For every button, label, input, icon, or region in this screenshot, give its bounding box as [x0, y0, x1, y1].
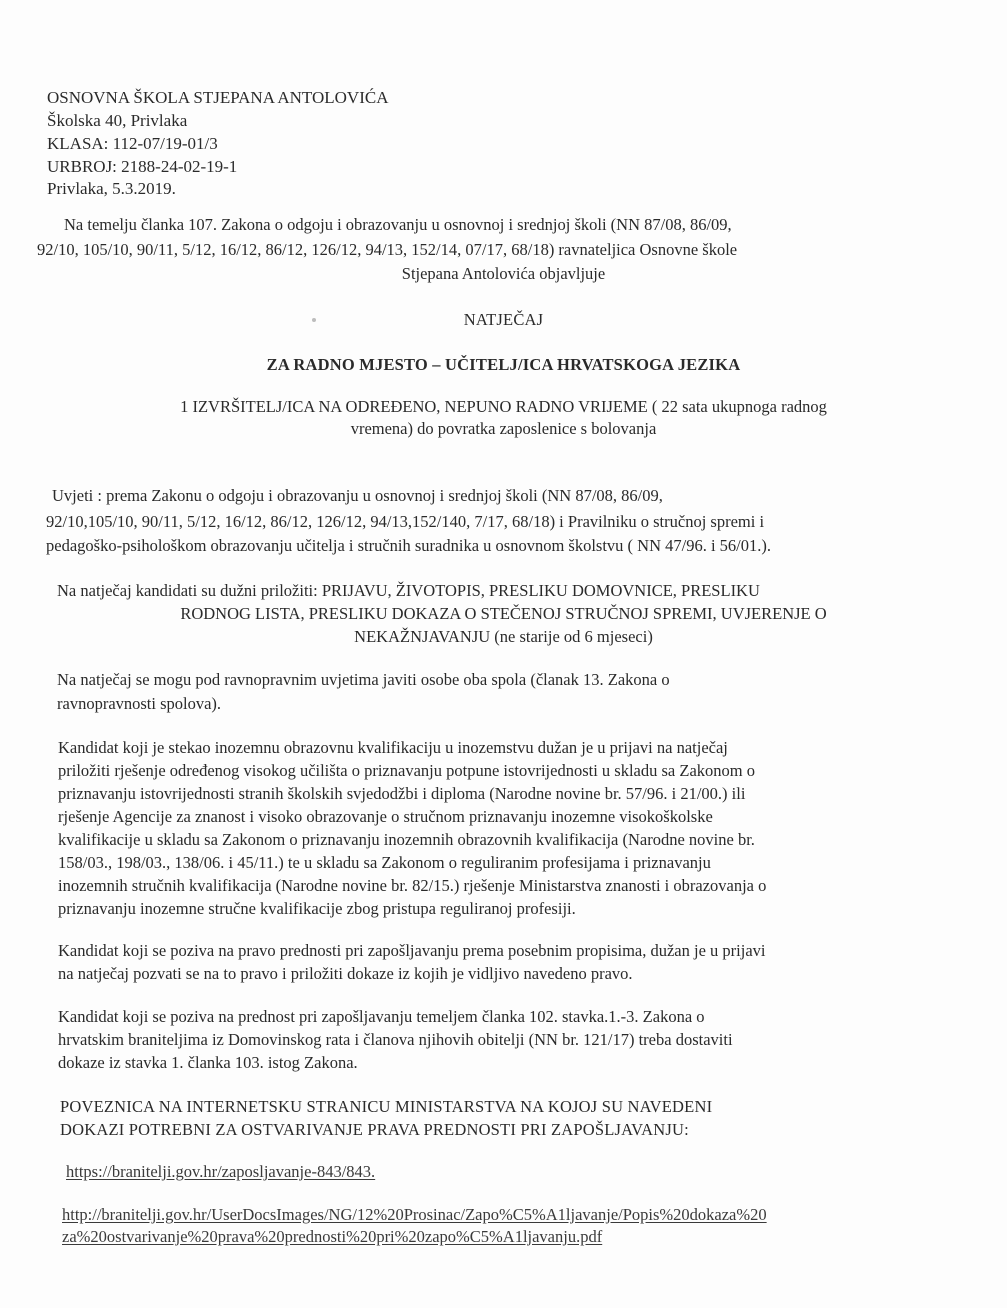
urbroj-number: URBROJ: 2188-24-02-19-1 [47, 157, 238, 176]
documents-line: NEKAŽNJAVANJU (ne starije od 6 mjeseci) [354, 627, 653, 646]
priority-line: Kandidat koji se poziva na pravo prednosti pri zapošljavanju prema posebnim propisima, dužan je u prijavi [58, 941, 766, 960]
veterans-line: Kandidat koji se poziva na prednost pri zapošljavanju temeljem članka 102. stavka.1.-3. Zakona o [58, 1007, 705, 1026]
executor-line: 1 IZVRŠITELJ/ICA NA ODREĐENO, NEPUNO RADNO VRIJEME ( 22 sata ukupnoga radnog [180, 397, 827, 416]
conditions-line: pedagoško-psihološkom obrazovanju učitelja i stručnih suradnika u osnovnom školstvu ( NN 47/96. i 56/01.). [46, 536, 771, 555]
executor-line: vremena) do povratka zaposlenice s bolovanja [350, 419, 657, 438]
school-name: OSNOVNA ŠKOLA STJEPANA ANTOLOVIĆA [47, 88, 389, 107]
foreign-line: Kandidat koji je stekao inozemnu obrazovnu kvalifikaciju u inozemstvu dužan je u prijavi na natječaj [58, 738, 728, 757]
conditions-line: 92/10,105/10, 90/11, 5/12, 16/12, 86/12, 126/12, 94/13,152/140, 7/17, 68/18) i Pravilniku o stručnoj spremi i [46, 512, 765, 531]
foreign-line: 158/03., 198/03., 138/06. i 45/11.) te u skladu sa Zakonom o reguliranim profesijama i priznavanju [58, 853, 711, 872]
ministry-link-2-line[interactable]: za%20ostvarivanje%20prava%20prednosti%20pri%20zapo%C5%A1ljavanju.pdf [62, 1227, 603, 1246]
intro-line: Na temelju članka 107. Zakona o odgoju i obrazovanju u osnovnoj i srednjoj školi (NN 87/08, 86/09, [64, 215, 732, 234]
conditions-line: Uvjeti : prema Zakonu o odgoju i obrazovanju u osnovnoj i srednjoj školi (NN 87/08, 86/09, [52, 486, 663, 505]
priority-line: na natječaj pozvati se na to pravo i priložiti dokaze iz kojih je vidljivo navedeno pravo. [58, 964, 633, 983]
links-heading-line: POVEZNICA NA INTERNETSKU STRANICU MINISTARSTVA NA KOJOJ SU NAVEDENI [60, 1097, 713, 1116]
natjecaj-title: NATJEČAJ [463, 310, 544, 329]
school-address: Školska 40, Privlaka [47, 111, 188, 130]
documents-line: RODNOG LISTA, PRESLIKU DOKAZA O STEČENOJ STRUČNOJ SPREMI, UVJERENJE O [180, 604, 827, 623]
position-title: ZA RADNO MJESTO – UČITELJ/ICA HRVATSKOGA JEZIKA [266, 355, 741, 374]
equality-line: ravnopravnosti spolova). [57, 694, 222, 713]
ministry-link-1[interactable]: https://branitelji.gov.hr/zaposljavanje-843/843. [66, 1162, 376, 1181]
links-heading-line: DOKAZI POTREBNI ZA OSTVARIVANJE PRAVA PREDNOSTI PRI ZAPOŠLJAVANJU: [60, 1120, 689, 1139]
veterans-line: dokaze iz stavka 1. članka 103. istog Zakona. [58, 1053, 358, 1072]
foreign-line: priznavanju inozemne stručne kvalifikacije zbog pristupa reguliranoj profesiji. [58, 899, 576, 918]
foreign-line: inozemnih stručnih kvalifikacija (Narodne novine br. 82/15.) rješenje Ministarstva znanosti i obrazovanja o [58, 876, 767, 895]
intro-line: 92/10, 105/10, 90/11, 5/12, 16/12, 86/12, 126/12, 94/13, 152/14, 07/17, 68/18) ravnateljica Osnovne škole [37, 240, 738, 259]
foreign-line: priznavanju istovrijednosti stranih školskih svjedodžbi i diploma (Narodne novine br. 57/96. i 21/00.) ili [58, 784, 746, 803]
place-date: Privlaka, 5.3.2019. [47, 179, 176, 198]
ministry-link-2-line[interactable]: http://branitelji.gov.hr/UserDocsImages/NG/12%20Prosinac/Zapo%C5%A1ljavanje/Popis%20dokaza%20 [62, 1205, 767, 1224]
foreign-line: rješenje Agencije za znanost i visoko obrazovanje o stručnom priznavanju inozemne visokoškolske [58, 807, 713, 826]
intro-line: Stjepana Antolovića objavljuje [401, 264, 606, 283]
klasa-number: KLASA: 112-07/19-01/3 [47, 134, 218, 153]
veterans-line: hrvatskim braniteljima iz Domovinskog rata i članova njihovih obitelji (NN br. 121/17) treba dostaviti [58, 1030, 733, 1049]
foreign-line: kvalifikacije u skladu sa Zakonom o priznavanju inozemnih obrazovnih kvalifikacija (Narodne novine br. [58, 830, 755, 849]
equality-line: Na natječaj se mogu pod ravnopravnim uvjetima javiti osobe oba spola (članak 13. Zakona o [57, 670, 670, 689]
documents-line: Na natječaj kandidati su dužni priložiti: PRIJAVU, ŽIVOTOPIS, PRESLIKU DOMOVNICE, PRESLIKU [57, 581, 760, 600]
foreign-line: priložiti rješenje određenog visokog učilišta o priznavanju potpune istovrijednosti u skladu sa Zakonom o [58, 761, 755, 780]
scan-speck [312, 318, 316, 322]
